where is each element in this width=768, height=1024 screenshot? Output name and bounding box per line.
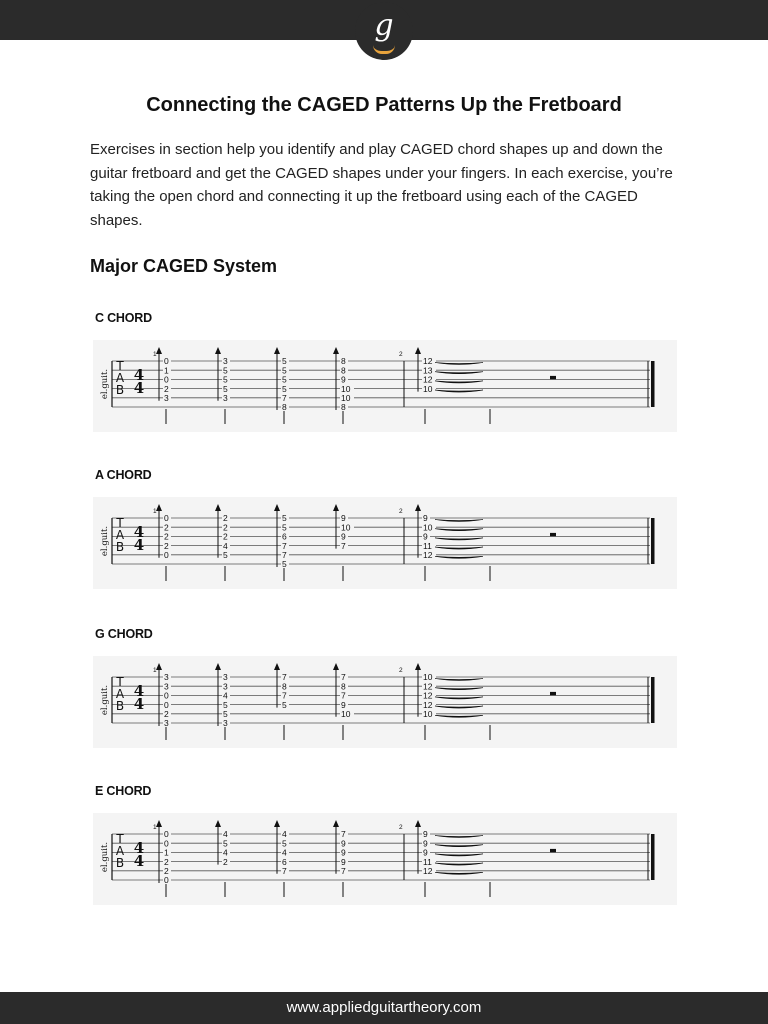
fret-number: 8 <box>341 365 346 376</box>
tie-arc <box>435 556 483 558</box>
footer-bar <box>0 992 768 1024</box>
fret-number: 7 <box>341 672 346 683</box>
fret-number: 6 <box>282 531 287 542</box>
measure-number: 2 <box>399 824 403 831</box>
strum-arrow-head <box>215 820 221 827</box>
instrument-label: el.guit. <box>100 841 110 873</box>
strum-arrow-head <box>333 347 339 354</box>
fret-number: 2 <box>223 531 228 542</box>
instrument-label: el.guit. <box>100 684 110 716</box>
fret-number: 9 <box>423 829 428 840</box>
tab-clef-letter: T <box>116 675 124 689</box>
tab-clef-letter: A <box>115 528 125 542</box>
tie-arc <box>435 390 483 392</box>
fret-number: 11 <box>423 856 432 867</box>
tab-clef-letter: A <box>115 844 125 858</box>
fret-number: 5 <box>282 699 287 710</box>
fret-number: 0 <box>164 690 169 701</box>
fret-number: 0 <box>164 829 169 840</box>
fret-number: 9 <box>341 856 346 867</box>
time-signature-bottom: 4 <box>133 379 145 397</box>
fret-number: 2 <box>164 709 169 719</box>
fret-number: 13 <box>423 365 433 376</box>
instrument-label: el.guit. <box>100 368 110 400</box>
fret-number: 7 <box>341 866 346 876</box>
fret-number: 12 <box>423 374 433 385</box>
fret-number: 10 <box>341 522 351 533</box>
fret-number: 5 <box>282 522 287 533</box>
fret-number: 8 <box>282 681 287 692</box>
measure-number: 1 <box>153 824 157 831</box>
fret-number: 8 <box>341 402 346 413</box>
fret-number: 3 <box>164 681 169 692</box>
fret-number: 0 <box>164 875 169 886</box>
fret-number: 7 <box>341 690 346 701</box>
fret-number: 2 <box>164 383 169 394</box>
strum-arrow-head <box>215 663 221 670</box>
measure-number: 1 <box>153 667 157 674</box>
chord-label-c: C CHORD <box>95 311 152 325</box>
fret-number: 10 <box>423 709 433 719</box>
measure-number: 2 <box>399 351 403 358</box>
fret-number: 9 <box>341 847 346 858</box>
fret-number: 4 <box>223 847 228 858</box>
fret-number: 7 <box>341 540 346 551</box>
strum-arrow-head <box>415 504 421 511</box>
tab-svg <box>93 656 677 748</box>
fret-number: 5 <box>223 709 228 719</box>
fret-number: 3 <box>223 681 228 692</box>
fret-number: 7 <box>282 540 287 551</box>
fret-number: 0 <box>164 513 169 524</box>
fret-number: 12 <box>423 866 433 876</box>
time-signature-bottom: 4 <box>133 695 145 713</box>
fret-number: 9 <box>341 513 346 524</box>
tab-svg <box>93 813 677 905</box>
strum-arrow-head <box>415 663 421 670</box>
strum-arrow-head <box>274 663 280 670</box>
fret-number: 10 <box>423 672 433 683</box>
tab-svg <box>93 340 677 432</box>
tie-arc <box>435 679 483 681</box>
fret-number: 12 <box>423 699 433 710</box>
tie-arc <box>435 872 483 874</box>
fret-number: 7 <box>282 690 287 701</box>
fret-number: 12 <box>423 690 433 701</box>
tab-staff-g <box>93 656 677 748</box>
fret-number: 9 <box>423 531 428 542</box>
tie-arc <box>435 372 483 374</box>
footer-website-link[interactable]: www.appliedguitartheory.com <box>286 999 482 1016</box>
fret-number: 5 <box>282 365 287 376</box>
fret-number: 5 <box>223 550 228 560</box>
tie-arc <box>435 706 483 708</box>
fret-number: 8 <box>282 402 287 413</box>
fret-number: 2 <box>223 513 228 524</box>
fret-number: 5 <box>282 383 287 394</box>
fret-number: 2 <box>164 531 169 542</box>
fret-number: 7 <box>282 866 287 876</box>
strum-arrow-head <box>333 504 339 511</box>
fret-number: 7 <box>282 393 287 403</box>
fret-number: 5 <box>282 559 287 570</box>
tab-clef-letter: A <box>115 687 125 701</box>
fret-number: 10 <box>341 709 351 719</box>
half-rest <box>550 692 556 696</box>
tie-arc <box>435 854 483 856</box>
fret-number: 10 <box>341 393 351 403</box>
tie-arc <box>435 845 483 847</box>
measure-number: 1 <box>153 508 157 515</box>
half-rest <box>550 849 556 853</box>
measure-number: 1 <box>153 351 157 358</box>
tab-clef-letter: T <box>116 832 124 846</box>
fret-number: 5 <box>223 838 228 849</box>
fret-number: 2 <box>164 522 169 533</box>
time-signature-top: 4 <box>133 523 145 541</box>
barline-final-thick <box>651 834 655 880</box>
barline-final-thick <box>651 677 655 723</box>
tab-clef-letter: T <box>116 359 124 373</box>
strum-arrow-head <box>156 820 162 827</box>
tab-svg <box>93 497 677 589</box>
tie-arc <box>435 547 483 549</box>
fret-number: 5 <box>223 365 228 376</box>
strum-arrow-head <box>415 347 421 354</box>
time-signature-top: 4 <box>133 366 145 384</box>
fret-number: 9 <box>341 531 346 542</box>
strum-arrow-head <box>333 663 339 670</box>
fret-number: 5 <box>223 699 228 710</box>
tie-arc <box>435 715 483 717</box>
fret-number: 8 <box>341 356 346 367</box>
fret-number: 9 <box>341 838 346 849</box>
fret-number: 9 <box>341 699 346 710</box>
chord-label-a: A CHORD <box>95 468 152 482</box>
fret-number: 9 <box>341 374 346 385</box>
fret-number: 0 <box>164 356 169 367</box>
fret-number: 9 <box>423 513 428 524</box>
instrument-label: el.guit. <box>100 525 110 557</box>
tab-staff-e <box>93 813 677 905</box>
tie-arc <box>435 538 483 540</box>
tab-clef-letter: B <box>115 540 125 554</box>
tab-clef-letter: T <box>116 516 124 530</box>
strum-arrow-head <box>274 347 280 354</box>
fret-number: 10 <box>341 383 351 394</box>
tab-clef-letter: A <box>115 371 125 385</box>
strum-arrow-head <box>274 820 280 827</box>
fret-number: 3 <box>223 356 228 367</box>
time-signature-bottom: 4 <box>133 536 145 554</box>
tie-arc <box>435 363 483 365</box>
fret-number: 7 <box>282 550 287 560</box>
page-title: Connecting the CAGED Patterns Up the Fretboard <box>146 94 622 116</box>
strum-arrow-head <box>333 820 339 827</box>
fret-number: 8 <box>341 681 346 692</box>
tie-arc <box>435 520 483 522</box>
fret-number: 3 <box>164 672 169 683</box>
strum-arrow-head <box>215 347 221 354</box>
fret-number: 5 <box>223 383 228 394</box>
fret-number: 9 <box>423 847 428 858</box>
intro-paragraph: Exercises in section help you identify and play CAGED chord shapes up and down the guitar fretboard and get the CAGED shapes under your fingers. In each exercise, you’re taking the open chord and connecting it up the fretboard using each of the CAGED shapes. <box>90 141 673 229</box>
strum-arrow-head <box>215 504 221 511</box>
fret-number: 4 <box>282 847 287 858</box>
fret-number: 1 <box>164 365 169 376</box>
fret-number: 5 <box>223 374 228 385</box>
fret-number: 4 <box>223 540 228 551</box>
fret-number: 4 <box>282 829 287 840</box>
fret-number: 3 <box>223 718 228 729</box>
fret-number: 0 <box>164 838 169 849</box>
tab-staff-c <box>93 340 677 432</box>
fret-number: 3 <box>223 393 228 403</box>
fret-number: 5 <box>282 356 287 367</box>
tie-arc <box>435 863 483 865</box>
fret-number: 10 <box>423 383 433 394</box>
fret-number: 5 <box>282 838 287 849</box>
strum-arrow-head <box>156 663 162 670</box>
fret-number: 3 <box>223 672 228 683</box>
chord-label-g: G CHORD <box>95 627 153 641</box>
fret-number: 9 <box>423 838 428 849</box>
fret-number: 1 <box>164 847 169 858</box>
fret-number: 6 <box>282 856 287 867</box>
fret-number: 4 <box>223 690 228 701</box>
tie-arc <box>435 697 483 699</box>
tab-clef-letter: B <box>115 856 125 870</box>
site-logo[interactable] <box>355 2 413 60</box>
strum-arrow-head <box>415 820 421 827</box>
fret-number: 12 <box>423 356 433 367</box>
fret-number: 3 <box>164 393 169 403</box>
fret-number: 12 <box>423 550 433 560</box>
logo-letter: g <box>374 8 394 43</box>
tie-arc <box>435 688 483 690</box>
fret-number: 5 <box>282 374 287 385</box>
time-signature-top: 4 <box>133 839 145 857</box>
measure-number: 2 <box>399 667 403 674</box>
half-rest <box>550 376 556 380</box>
fret-number: 7 <box>341 829 346 840</box>
fret-number: 3 <box>164 718 169 729</box>
tie-arc <box>435 836 483 838</box>
fret-number: 11 <box>423 540 432 551</box>
half-rest <box>550 533 556 537</box>
measure-number: 2 <box>399 508 403 515</box>
strum-arrow-head <box>274 504 280 511</box>
fret-number: 10 <box>423 522 433 533</box>
fret-number: 0 <box>164 374 169 385</box>
tab-staff-a <box>93 497 677 589</box>
chord-label-e: E CHORD <box>95 784 152 798</box>
fret-number: 0 <box>164 550 169 560</box>
fret-number: 7 <box>282 672 287 683</box>
logo-smile-icon <box>373 45 395 54</box>
time-signature-bottom: 4 <box>133 852 145 870</box>
fret-number: 4 <box>223 829 228 840</box>
fret-number: 12 <box>423 681 433 692</box>
strum-arrow-head <box>156 504 162 511</box>
barline-final-thick <box>651 518 655 564</box>
fret-number: 2 <box>223 856 228 867</box>
fret-number: 2 <box>223 522 228 533</box>
fret-number: 2 <box>164 866 169 876</box>
tie-arc <box>435 381 483 383</box>
fret-number: 5 <box>282 513 287 524</box>
tie-arc <box>435 529 483 531</box>
strum-arrow-head <box>156 347 162 354</box>
section-title: Major CAGED System <box>90 256 278 276</box>
fret-number: 0 <box>164 699 169 710</box>
fret-number: 2 <box>164 540 169 551</box>
time-signature-top: 4 <box>133 682 145 700</box>
fret-number: 2 <box>164 856 169 867</box>
tab-clef-letter: B <box>115 699 125 713</box>
tab-clef-letter: B <box>115 383 125 397</box>
barline-final-thick <box>651 361 655 407</box>
